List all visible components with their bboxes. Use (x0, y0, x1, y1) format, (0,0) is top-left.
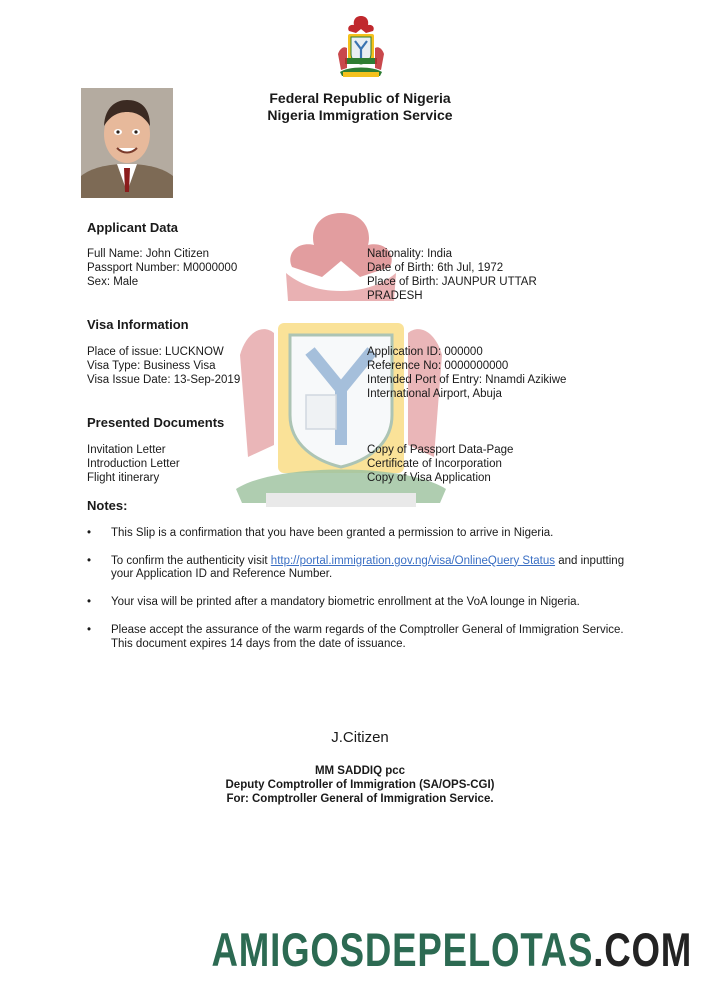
applicant-passport-number: Passport Number: M0000000 (87, 262, 238, 274)
site-watermark-suffix: .COM (593, 923, 692, 976)
note-text: To confirm the authenticity visit (111, 554, 271, 567)
applicant-place-of-birth: Place of Birth: JAUNPUR UTTAR (367, 276, 537, 288)
verification-link[interactable]: http://portal.immigration.gov.ng/visa/OnlineQuery Status (270, 554, 556, 567)
applicant-sex: Sex: Male (87, 276, 139, 288)
note-text: Please accept the assurance of the warm regards of the Comptroller General of Immigration Service. (111, 623, 624, 636)
presented-documents-title: Presented Documents (87, 415, 225, 430)
applicant-place-of-birth-cont: PRADESH (367, 290, 423, 302)
signatory-for: For: Comptroller General of Immigration Service. (226, 793, 494, 805)
document-item: Copy of Passport Data-Page (367, 444, 514, 456)
applicant-data-title: Applicant Data (87, 220, 179, 235)
header-country: Federal Republic of Nigeria (269, 90, 451, 106)
note-item (87, 624, 627, 651)
header-agency: Nigeria Immigration Service (267, 107, 453, 123)
nigeria-coat-of-arms-icon (334, 14, 388, 80)
handwritten-signature: J.Citizen (331, 729, 389, 746)
document-item: Certificate of Incorporation (367, 458, 502, 470)
site-watermark-main: AMIGOSDEPELOTAS (211, 923, 594, 976)
visa-application-id: Application ID: 000000 (367, 346, 483, 358)
note-text: This Slip is a confirmation that you have been granted a permission to arrive in Nigeria. (111, 527, 554, 539)
note-text: and inputting your Application ID and Reference Number. (111, 554, 625, 581)
bullet: • (87, 554, 92, 567)
notes-list (87, 527, 627, 665)
signatory-block (0, 764, 720, 806)
document-item: Introduction Letter (87, 458, 180, 470)
document-item: Flight itinerary (87, 472, 160, 484)
note-text: This document expires 14 days from the date of issuance. (111, 637, 406, 650)
applicant-nationality: Nationality: India (367, 248, 453, 260)
note-text: Your visa will be printed after a mandatory biometric enrollment at the VoA lounge in Nigeria. (111, 596, 580, 609)
applicant-full-name: Full Name: John Citizen (87, 248, 210, 260)
note-item (87, 527, 627, 541)
bullet: • (87, 596, 92, 609)
visa-port-of-entry-cont: International Airport, Abuja (367, 388, 502, 400)
document-item: Invitation Letter (87, 444, 166, 456)
note-item (87, 555, 627, 582)
bullet: • (87, 527, 92, 539)
visa-reference-no: Reference No: 0000000000 (367, 360, 509, 372)
site-watermark (211, 922, 692, 977)
visa-issue-date: Visa Issue Date: 13-Sep-2019 (87, 374, 241, 386)
applicant-date-of-birth: Date of Birth: 6th Jul, 1972 (367, 262, 504, 274)
signatory-name: MM SADDIQ pcc (314, 765, 406, 777)
notes-title: Notes: (87, 498, 128, 513)
document-item: Copy of Visa Application (367, 472, 491, 484)
note-item (87, 596, 627, 610)
visa-information-title: Visa Information (87, 317, 189, 332)
document-header (0, 90, 720, 124)
visa-place-of-issue: Place of issue: LUCKNOW (87, 346, 224, 358)
visa-type: Visa Type: Business Visa (87, 360, 216, 372)
bullet: • (87, 623, 92, 636)
signatory-title: Deputy Comptroller of Immigration (SA/OPS-CGI) (225, 779, 495, 791)
visa-port-of-entry: Intended Port of Entry: Nnamdi Azikiwe (367, 374, 567, 386)
